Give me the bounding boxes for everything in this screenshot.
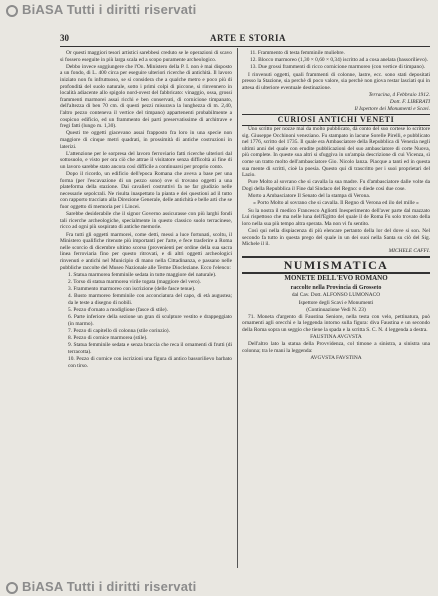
list-item: 9. Statua femminile sedata e senza braccia che reca il ornamenti di frutti (di terracotta). — [68, 342, 232, 356]
biasa-logo-icon — [6, 5, 18, 17]
paragraph: Dopo il ricordo, un edificio dell'epoca Romana che aveva a base per una forma (per l'escavazione di un pezzo sono) ove si trovano oggetti a una plateforma della stazione. Dai cavalieri costruttivi fa ne far giudizio nelle necessarie sepolcrali. Ne risulta inaspettato la pianta e dei questioni ad il tutto con rapporto tracciato alla Direzione Generale, delle antichità e belle arti che se fuor oggetto di memoria per i Lincei. — [60, 171, 232, 211]
list-item: 8. Pezzo di cornice marmorea (stile). — [68, 335, 148, 342]
header-rule — [60, 46, 430, 47]
signature-role: Il Ispettore dei Monumenti e Scavi. — [354, 106, 430, 113]
continuation-note: (Continuazione Vedi N. 23) — [306, 306, 366, 313]
paragraph: Fra tutti gli oggetti marmorei, come detti, messi a luce fortunati, scoltu, il Ministero qualifiche ritenute più importanti per l'arte, e fece trasferire a Roma nelle scorcio di dicembre ultimo scorso (provenienti per ordine della sua sacra linea ferroviaria fino per questo ritrovati, e di altri oggetti archeologici rinvenuti e antichi nel Municipio di mano nella Cittadinanza, e passano nelle pubbliche raccolte del Museo Nazionale alle Terme Diocleziane. Ecco l'elenco: — [60, 231, 232, 271]
list-item: 13. Due grossi frammenti di ricco cornicione marmoreo (con vertice di timpano). — [250, 64, 425, 71]
list-item: 2. Torso di statua marmorea virile togata (maggiore del vero). — [68, 278, 201, 285]
paragraph: L'attenzione per le sorpresa del lavoro ferroviario fatti ricerche ulteriori dal sottosuolo, e visto per ora ciò che attrae il visitatore senza difficoltà ai fine di un lavoro sarebbe stato ancora così difficile a continuarsi per proprio conto. — [60, 150, 232, 170]
paragraph: Debbo invece soggiungere che l'On. Ministero della P. I. non è mai disposto a un fondo, di L. 400 circa per eseguire ulteriori ricerche di antichità. Il lavoro iniziato non fu infruttuoso, se si considera che a qualche metro e poco più di profondità del suolo naturale, sotto i primi colpi di piccone, si rinvennero in località adiacente allo spigolo nord-ovest del fabbricato: vinaggio, ossa, grossi frammenti marmorei assai ricchi e ben conservati, di cornicione timpanato, dell'altezza di ben 70 cm. di questi pezzi misurava la lunghezza di m. 2,40, l'altro pezzo conteneva il vertice del timpano) appartenenti probabilmente a cospicuo edificio, ed un frammento dei parti preservatissime di architrave e fregi fatti (lungo m. 1,30). — [60, 63, 232, 130]
watermark-bottom-text: BiASA Tutti i diritti riservati — [22, 579, 197, 594]
page-number: 30 — [60, 33, 69, 43]
list-item: 7. Pezzo di capitello di colonna (stile corinzio). — [68, 328, 170, 335]
paragraph: Questi tre oggetti giacevano assai frapposto fra loro in una specie non maggiore di cinque metri quadrati, in prossimità di antiche costruzioni in laterizi. — [60, 130, 232, 150]
section-author-role: Ispettore degli Scavi e Monumenti — [298, 299, 374, 306]
paragraph: Pure Molto al sovrano che si cavalla la sua madre. Fu d'ambasciatore dalle volte da Dogi della Repubblica il Fine dal Sindaco del Regno: o diede così due cose. — [242, 179, 430, 193]
watermark-top-text: BiASA Tutti i diritti riservati — [22, 2, 197, 17]
signature: Dott. F. LIBERATI — [389, 99, 430, 106]
watermark-top — [6, 2, 197, 17]
list-item: 10. Pezzo di cornice con iscrizioni una figura di antico bassorilievo barbato con tirso. — [68, 356, 232, 369]
section-heading-numismatica: NUMISMATICA — [242, 256, 430, 274]
list-item: 4. Busto marmoreo femminile con acconciatura del capo, di età augustea; da le teste a disegno di nobili. — [68, 293, 232, 306]
section-author: dal Cav. Dott. ALFONSO LUMONACO — [291, 292, 381, 299]
section-heading-curiosi: CURIOSI ANTICHI VENETI — [242, 114, 430, 126]
coin-legend: FAUSTINA AVGVSTA — [310, 334, 362, 341]
right-column — [242, 50, 430, 362]
paragraph: Su la nostra il medico Francesco Agliotti Inesperimento dell'aver parte dal mazzato Lui rispettoso che ma nelle luna dell'Egitto del quale il de Roma Fu solo trovato della loro nella sua più tempo altra sperata. Ma non vi fu sentito. — [242, 207, 430, 227]
paragraph: Sarebbe desiderabile che il signor Governo assicurasse con più larghi fondi tali ricerche archeologiche, specialmente in questo classico suolo terracinese, ricco ad ogni più sospirato di antiche memorie. — [60, 211, 232, 231]
page-header — [60, 33, 430, 45]
paragraph: Or questi maggiori tesori artistici sarebbesi creduto se le operazioni di scavo si fossero eseguite in più larga scala ed a scopo puramente archeologico. — [60, 50, 232, 63]
list-item: 3. Frammento marmoreo con iscrizione (delle fasce tenue). — [68, 286, 196, 293]
paragraph: Morto a Ambasciatore Il Senato del la stampa di Verona. — [248, 193, 371, 200]
list-item: 1. Statua marmorea femminile sedata in tutte maggiore del naturale). — [68, 271, 217, 278]
section-subtitle: MONETE DELL'EVO ROMANO — [284, 274, 388, 283]
journal-title: ARTE E STORIA — [210, 33, 287, 43]
left-column — [60, 50, 232, 370]
column-separator — [237, 48, 238, 568]
section-signature: MICHELE CAFFI. — [388, 248, 430, 255]
list-item: 5. Pezzo d'ornato a modiglione (fasce di stile). — [68, 307, 168, 314]
paragraph: Così qui nella dispiacenza di più elencare pertanto della lor del dove si son. Nel secondo fa tutto in questa prego del quale in un dei suoi nella Santa su ciò del Sig. Michele il il. — [242, 227, 430, 248]
biasa-logo-icon — [6, 582, 18, 594]
paragraph: Dell'altro lato la statua della Provvidenza, col timone a sinistra, a sinistra una colonna; tra le mani la leggenda: — [242, 341, 430, 355]
coin-legend: AVGVSTA FAVSTINA — [310, 355, 362, 362]
paragraph: I rinvenuti oggetti, quali frammenti di colonne, lastre, ecc. sono stati depositati presso la Stazione, sia perchè di poco valore, sia perchè non giova restar lasciati qui in attesa di ulteriore eventuale destinazione. — [242, 71, 430, 91]
watermark-bottom — [6, 579, 197, 594]
list-item: 11. Frammento di testa femminile muliebre. — [250, 50, 345, 56]
list-item: 6. Parte inferiore della sezione un gran di sculpture vestito e drappeggiato (in marmo). — [68, 314, 232, 327]
quote-line: « Porto Molto al sovrano che si cavalla. Il Regno di Verona ed ilo del mille » — [253, 200, 419, 207]
paragraph: Uno scritto per nozze mai da molto pubblicato, dà conto del suo cortese lo scrittore sig. Giuseppe Occhinoni veneziano. Fu stampato in lacune Sorelle Pirelli, e pubblicato nel 1776, scritto del 1735. Il quale era Ambasciatore della Repubblica di Venezia negli ultimi anni del quale con erudite pubblicazioni del suo ambasciatore di corte Nuova, più complete. In queste sua altri si sfuggiva in un'ampia descrizione di cui Vicenza, sì come un tratto molto dell'ambasciatore Gio. Nicolo lanza. Piacque a tanti ed in questa sua mente di scritti, cioè la poesia. Questo qui di trascritto per i suoi proprietari del Lazio. — [242, 126, 430, 179]
list-item: 12. Blocco marmoreo (1,30 × 0,60 × 0,34) iscritto ad a cosa anelata (bassorilievo). — [250, 57, 428, 64]
paragraph: 71. Moneta d'argento di Faustina Seniore, nella testa con velo, pettinatura, può ornamenti agli orecchi e la leggenda intorno sulla figura: diva Faustina e un secondo della Roma sopra un seggio che tiene la spada e la scritta S. C. N. 4 leggenda a destra. — [242, 313, 430, 334]
section-subtitle-2: raccolte nella Provincia di Grosseto — [290, 284, 382, 291]
place-date: Terracina, 4 Febbraio 1912. — [368, 91, 430, 98]
